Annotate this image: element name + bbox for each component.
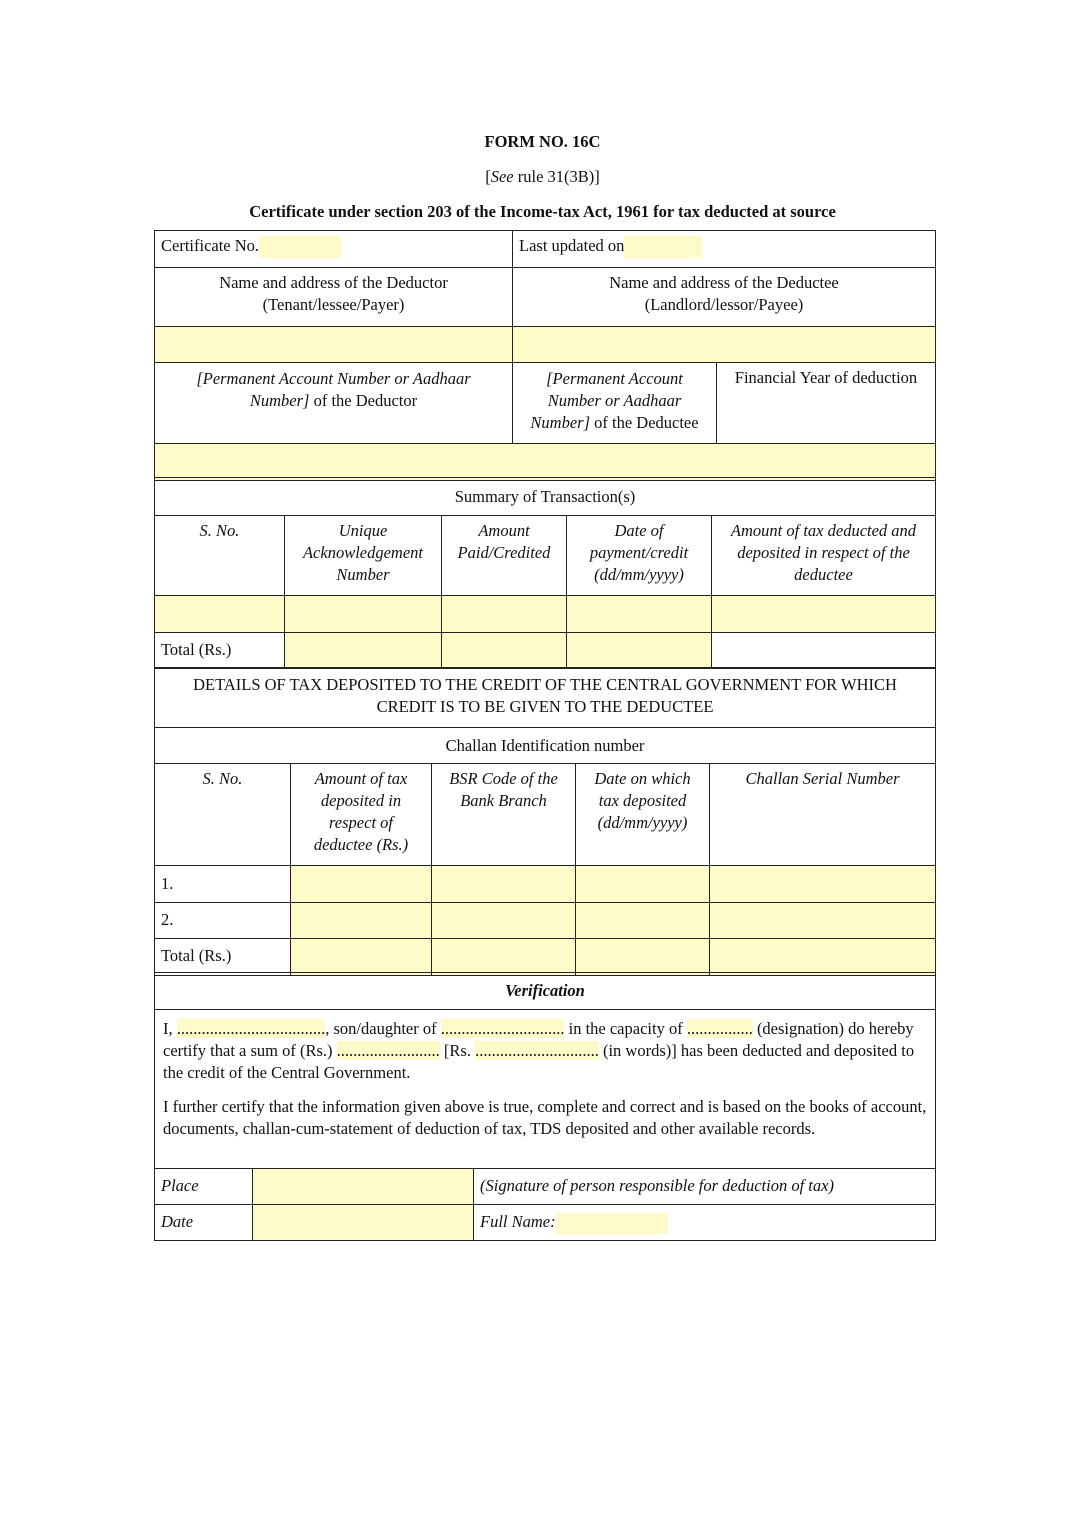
full-name-cell (473, 1205, 935, 1240)
summary-total-label: Total (Rs.) (161, 640, 232, 659)
details-row-2-bsr[interactable] (431, 903, 575, 938)
place-row (155, 1168, 935, 1204)
summary-amount-field[interactable] (441, 596, 566, 632)
details-col-date: Date on which tax deposited (dd/mm/yyyy) (575, 764, 709, 865)
summary-col-tax: Amount of tax deducted and deposited in respect of the deductee (711, 516, 935, 595)
summary-col-amount: Amount Paid/Credited (441, 516, 566, 595)
rule-see: See (490, 167, 514, 186)
summary-total-ack[interactable] (284, 633, 441, 668)
last-updated-field[interactable] (624, 236, 702, 258)
verification-text-a: I, (163, 1019, 177, 1038)
verification-text-f: (in words)] has been deducted and deposited to the credit of the Central Government. (163, 1041, 915, 1082)
sum-words-dots-field[interactable]: .............................. (475, 1041, 599, 1060)
details-row-2-label: 2. (161, 910, 174, 929)
details-title: DETAILS OF TAX DEPOSITED TO THE CREDIT OF THE CENTRAL GOVERNMENT FOR WHICH CREDIT IS TO BE GIVEN TO THE DEDUCTEE (193, 675, 897, 716)
details-header-row (155, 763, 935, 865)
summary-date-field[interactable] (566, 596, 711, 632)
full-name-field[interactable] (556, 1213, 668, 1234)
details-col-amount: Amount of tax deposited in respect of deductee (Rs.) (290, 764, 431, 865)
summary-sno-field[interactable] (155, 596, 284, 632)
verification-paragraph-2: I further certify that the information given above is true, complete and correct and is based on the books of account, documents, challan-cum-statement of deduction of tax, TDS deposited and other available records. (163, 1097, 927, 1138)
form-subtitle: Certificate under section 203 of the Income-tax Act, 1961 for tax deducted at source (249, 202, 836, 221)
verification-paragraph-1 (155, 1010, 935, 1090)
verification-table (154, 972, 936, 1241)
deductee-pan-header (512, 363, 716, 443)
name-address-input-row (155, 326, 935, 362)
details-row-2 (155, 902, 935, 938)
details-col-challan: Challan Serial Number (709, 764, 935, 865)
summary-table (154, 477, 936, 669)
deductor-pan-italic: [Permanent Account Number or Aadhaar Number] (196, 369, 471, 410)
certificate-row (155, 231, 935, 267)
details-total-row (155, 938, 935, 975)
summary-tax-field[interactable] (711, 596, 935, 632)
verification-text-b: , son/daughter of (325, 1019, 441, 1038)
details-total-date[interactable] (575, 939, 709, 975)
verification-title: Verification (505, 981, 585, 1000)
details-col-bsr: BSR Code of the Bank Branch (431, 764, 575, 865)
summary-total-date[interactable] (566, 633, 711, 668)
deductee-pan-rest: of the Deductee (590, 413, 699, 432)
deductor-pan-rest: of the Deductor (309, 391, 418, 410)
deductor-pan-header (155, 363, 512, 443)
summary-col-ack: Unique Acknowledgement Number (284, 516, 441, 595)
financial-year-header: Financial Year of deduction (716, 363, 935, 443)
certificate-no-field[interactable] (259, 236, 341, 258)
deductor-name-field[interactable] (155, 327, 512, 362)
pan-input-row[interactable] (155, 443, 935, 480)
details-col-sno: S. No. (202, 769, 243, 788)
place-field[interactable] (252, 1169, 473, 1204)
challan-title: Challan Identification number (155, 727, 935, 763)
summary-title: Summary of Transaction(s) (454, 486, 636, 506)
last-updated-label: Last updated on (519, 236, 625, 255)
details-row-2-amount[interactable] (290, 903, 431, 938)
details-title-row (155, 668, 935, 727)
deductor-name-header (155, 268, 512, 326)
verification-text-d: (designation) do hereby certify that a sum of (Rs.) (163, 1019, 914, 1060)
details-total-amount[interactable] (290, 939, 431, 975)
deductee-name-line2: (Landlord/lessor/Payee) (644, 295, 804, 314)
deductee-name-line1: Name and address of the Deductee (609, 273, 839, 292)
summary-col-sno: S. No. (199, 521, 240, 540)
details-total-label: Total (Rs.) (161, 946, 232, 965)
summary-ack-field[interactable] (284, 596, 441, 632)
certificate-no-label: Certificate No. (161, 236, 260, 255)
form-title: FORM NO. 16C (484, 132, 601, 151)
parent-name-dots-field[interactable]: .............................. (440, 1019, 565, 1038)
rule-reference (0, 167, 1085, 187)
details-total-bsr[interactable] (431, 939, 575, 975)
summary-data-row (155, 595, 935, 632)
last-updated-cell (512, 231, 935, 267)
summary-header-row (155, 515, 935, 595)
name-dots-field[interactable]: .................................... (176, 1019, 326, 1038)
verification-text-e: [Rs. (439, 1041, 476, 1060)
details-row-1-label: 1. (161, 874, 174, 893)
details-row-2-challan[interactable] (709, 903, 935, 938)
deductor-name-line2: (Tenant/lessee/Payer) (262, 295, 405, 314)
deductee-name-field[interactable] (512, 327, 935, 362)
details-row-1-amount[interactable] (290, 866, 431, 902)
rule-prefix: [ (485, 167, 491, 186)
details-row-1 (155, 865, 935, 902)
deductor-name-line1: Name and address of the Deductor (219, 273, 448, 292)
details-row-1-date[interactable] (575, 866, 709, 902)
designation-dots-field[interactable]: ................ (686, 1019, 753, 1038)
summary-total-tax (711, 633, 935, 668)
signature-label: (Signature of person responsible for deduction of tax) (473, 1169, 935, 1204)
certificate-no-cell (155, 231, 512, 267)
name-address-header-row (155, 267, 935, 326)
summary-col-date: Date of payment/credit (dd/mm/yyyy) (566, 516, 711, 595)
deductee-pan-italic: [Permanent Account Number or Aadhaar Number] (530, 369, 683, 432)
details-total-challan[interactable] (709, 939, 935, 975)
header-table (154, 230, 936, 481)
full-name-label: Full Name: (480, 1212, 556, 1231)
details-table (154, 667, 936, 976)
details-row-2-date[interactable] (575, 903, 709, 938)
deductee-name-header (512, 268, 935, 326)
pan-header-row (155, 362, 935, 443)
verification-body (155, 1009, 935, 1168)
place-label: Place (161, 1176, 199, 1195)
sum-figures-dots-field[interactable]: ......................... (336, 1041, 440, 1060)
details-row-1-challan[interactable] (709, 866, 935, 902)
date-row (155, 1204, 935, 1240)
date-label: Date (161, 1212, 194, 1231)
summary-total-amount[interactable] (441, 633, 566, 668)
details-row-1-bsr[interactable] (431, 866, 575, 902)
verification-text-c: in the capacity of (564, 1019, 687, 1038)
summary-total-row (155, 632, 935, 668)
date-field[interactable] (252, 1205, 473, 1240)
rule-rest: rule 31(3B)] (513, 167, 600, 186)
